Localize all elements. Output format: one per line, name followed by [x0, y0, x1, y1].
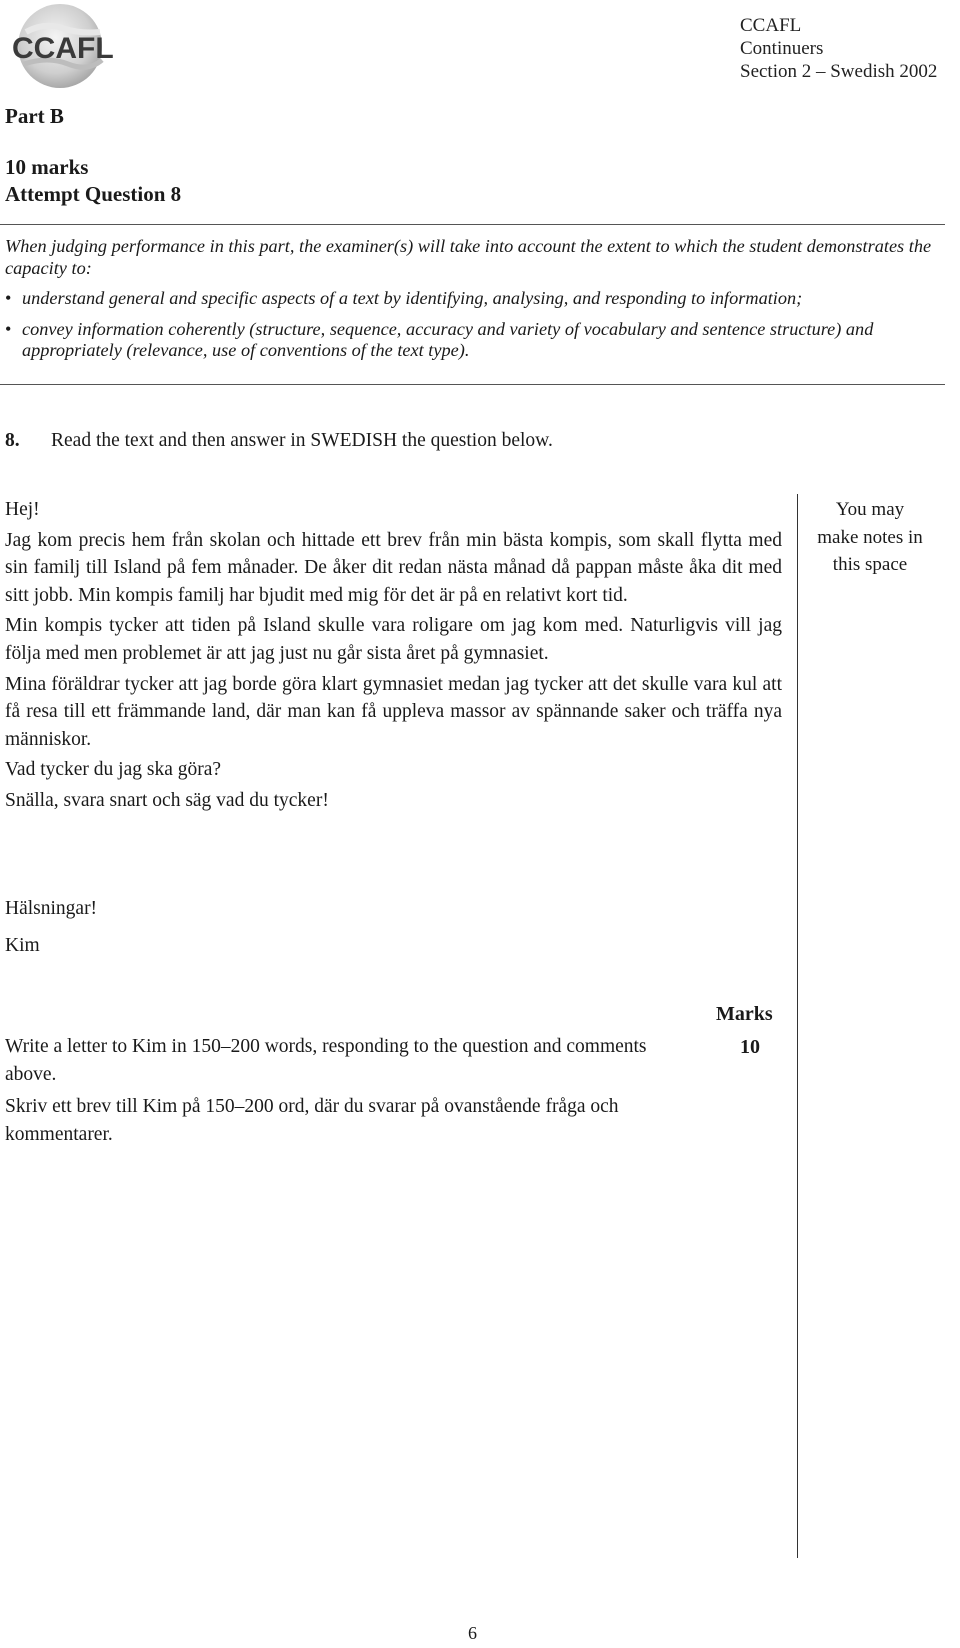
header-exam-body: CCAFL	[740, 15, 802, 36]
ccafl-logo	[4, 2, 116, 92]
divider-bottom	[0, 384, 945, 385]
criteria-bullet	[5, 288, 935, 310]
header-info	[740, 14, 937, 83]
letter-signoff	[5, 890, 97, 964]
marks-value: 10	[740, 1036, 760, 1058]
question-instruction: Read the text and then answer in SWEDISH the question below.	[51, 430, 553, 451]
writing-task	[5, 1033, 695, 1153]
task-swedish: Skriv ett brev till Kim på 150–200 ord, där du svarar på ovanstående fråga och kommentarer.	[5, 1096, 619, 1145]
header-section: Section 2 – Swedish 2002	[740, 61, 938, 82]
notes-space-label	[800, 496, 940, 579]
letter-paragraph: Jag kom precis hem från skolan och hittade ett brev från min bästa kompis, som skall flytta med sin familj till Island på fem månader. De åker dit redan nästa månad då pappan måste åka dit med sitt jobb. Min kompis familj har bjudit med mig för det är på en relativt kort tid.	[5, 529, 782, 606]
task-english: Write a letter to Kim in 150–200 words, responding to the question and comments above.	[5, 1036, 647, 1085]
letter-paragraph: Snälla, svara snart och säg vad du tycker!	[5, 789, 329, 811]
criteria-intro: When judging performance in this part, the examiner(s) will take into account the extent to which the student demonstrates the capacity to:	[5, 236, 932, 278]
bullet-icon: •	[5, 288, 12, 308]
notes-label-line: make notes in	[817, 526, 923, 548]
letter-paragraph: Mina föräldrar tycker att jag borde göra klart gymnasiet medan jag tycker att det skulle vara kul att få resa till ett främmande land, där man kan få uppleva massor av spännande saker och träffa nya människor.	[5, 673, 782, 750]
question-8	[5, 430, 553, 452]
notes-label-line: You may	[835, 499, 905, 520]
notes-label-line: this space	[832, 554, 908, 576]
letter-signature: Kim	[5, 935, 40, 956]
criteria-bullet-text: understand general and specific aspects of a text by identifying, analysing, and responding to information;	[22, 288, 803, 308]
letter-paragraph: Min kompis tycker att tiden på Island skulle vara roligare om jag kom med. Naturligvis vill jag följa med men problemet är att jag just nu går sista året på gymnasiet.	[5, 615, 782, 664]
criteria-bullet-text: convey information coherently (structure, sequence, accuracy and variety of vocabulary and sentence structure) and appropriately (relevance, use of conventions of the text type).	[22, 318, 874, 360]
letter-paragraph: Vad tycker du jag ska göra?	[5, 759, 222, 781]
assessment-criteria	[5, 236, 935, 362]
svg-text:CCAFL: CCAFL	[12, 32, 114, 65]
stimulus-letter	[5, 496, 782, 818]
letter-closing: Hälsningar!	[5, 898, 98, 919]
part-title: Part B	[5, 104, 64, 128]
question-number: 8.	[5, 430, 20, 451]
divider-top	[0, 224, 945, 225]
header-level: Continuers	[740, 38, 824, 59]
marks-heading: Marks	[716, 1003, 773, 1025]
bullet-icon: •	[5, 318, 12, 339]
criteria-bullet	[5, 319, 935, 362]
notes-column-divider	[797, 494, 798, 1558]
letter-greeting: Hej!	[5, 499, 40, 520]
part-marks: 10 marks	[5, 155, 89, 179]
attempt-instruction: Attempt Question 8	[5, 182, 182, 206]
page-number: 6	[468, 1623, 477, 1643]
